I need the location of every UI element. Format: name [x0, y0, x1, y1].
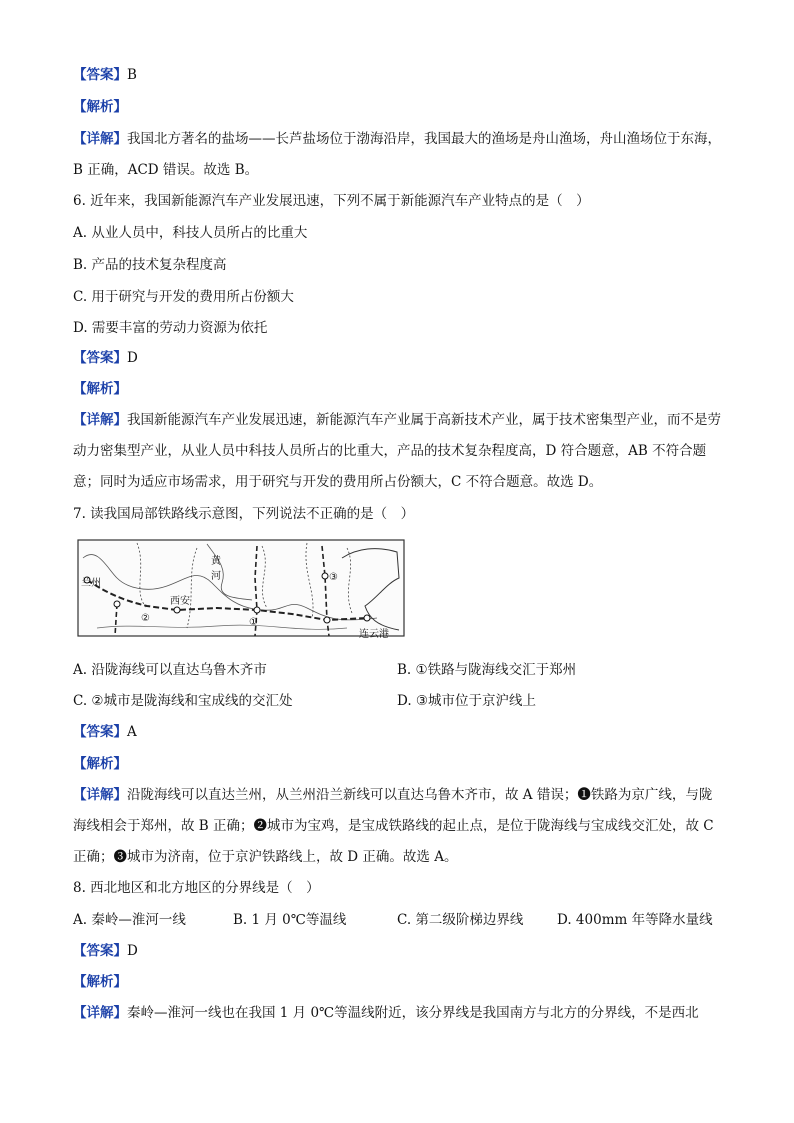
- station-1: [254, 607, 260, 613]
- q6-option-b: B. 产品的技术复杂程度高: [73, 257, 227, 273]
- q5-detail: [73, 124, 723, 186]
- station-xian: [174, 607, 180, 613]
- q8-option-d: D. 400mm 年等降水量线: [557, 912, 713, 928]
- map-frame: [78, 540, 404, 636]
- q8-option-b: B. 1 月 0℃等温线: [233, 912, 347, 928]
- detail-text: 沿陇海线可以直达兰州，从兰州沿兰新线可以直达乌鲁木齐市，故 A 错误；❶铁路为京广线，与陇海线相会于郑州，故 B 正确；❷城市为宝鸡，是宝成铁路线的起止点，是位于陇海线与宝成线交汇处，故 C 正确；❸城市为济南，位于京沪铁路线上，故 D 正确。故选 A。: [73, 787, 714, 865]
- railway-map: [77, 538, 407, 638]
- answer-tag: 【答案】: [73, 67, 127, 83]
- q7-answer: [73, 722, 137, 742]
- station-lianyungang: [364, 615, 370, 621]
- label-circle-2: ②: [141, 613, 150, 624]
- q6-answer: [73, 348, 138, 368]
- q6-analysis-heading: [73, 379, 127, 399]
- detail-tag: 【详解】: [73, 787, 127, 803]
- q7-analysis-heading: [73, 754, 127, 774]
- answer-value: D: [127, 943, 138, 959]
- analysis-tag: 【解析】: [73, 99, 127, 115]
- q7-detail: [73, 780, 723, 873]
- answer-value: D: [127, 350, 138, 366]
- label-huanghe-1: 黄: [211, 556, 221, 567]
- q7-option-d: D. ③城市位于京沪线上: [397, 693, 537, 709]
- q5-answer: [73, 65, 137, 85]
- detail-tag: 【详解】: [73, 412, 127, 428]
- detail-tag: 【详解】: [73, 1005, 127, 1021]
- analysis-tag: 【解析】: [73, 381, 127, 397]
- label-lianyungang: 连云港: [359, 629, 389, 638]
- q8-option-c: C. 第二级阶梯边界线: [397, 912, 524, 928]
- q8-analysis-heading: [73, 972, 127, 992]
- q7-option-a: A. 沿陇海线可以直达乌鲁木齐市: [73, 662, 267, 678]
- detail-text: 我国新能源汽车产业发展迅速，新能源汽车产业属于高新技术产业，属于技术密集型产业，而不是劳动力密集型产业，从业人员中科技人员所占的比重大，产品的技术复杂程度高，D 符合题意，AB 不符合题意；同时为适应市场需求，用于研究与开发的费用所占份额大，C 不符合题意。故选 D。: [73, 412, 721, 490]
- q8-option-a: A. 秦岭—淮河一线: [73, 912, 186, 928]
- label-xian: 西安: [170, 596, 190, 607]
- label-lanzhou: 兰州: [81, 578, 101, 589]
- q7-option-b: B. ①铁路与陇海线交汇于郑州: [397, 662, 577, 678]
- answer-tag: 【答案】: [73, 724, 127, 740]
- detail-tag: 【详解】: [73, 131, 127, 147]
- q7-stem: 7. 读我国局部铁路线示意图，下列说法不正确的是（ ）: [73, 506, 415, 522]
- q8-answer: [73, 941, 138, 961]
- station-junction: [324, 617, 330, 623]
- label-circle-1: ①: [249, 617, 258, 628]
- railway-map-svg: [77, 538, 407, 638]
- q6-option-c: C. 用于研究与开发的费用所占份额大: [73, 289, 294, 305]
- answer-value: A: [127, 724, 137, 740]
- q6-option-d: D. 需要丰富的劳动力资源为依托: [73, 320, 268, 336]
- label-circle-3: ③: [329, 572, 338, 583]
- analysis-tag: 【解析】: [73, 756, 127, 772]
- analysis-tag: 【解析】: [73, 974, 127, 990]
- q6-stem: 6. 近年来，我国新能源汽车产业发展迅速，下列不属于新能源汽车产业特点的是（ ）: [73, 193, 590, 209]
- q7-option-c: C. ②城市是陇海线和宝成线的交汇处: [73, 693, 293, 709]
- q6-detail: [73, 405, 723, 498]
- answer-value: B: [127, 67, 137, 83]
- q5-analysis-heading: [73, 97, 127, 117]
- q6-option-a: A. 从业人员中，科技人员所占的比重大: [73, 225, 308, 241]
- station-3: [322, 573, 328, 579]
- answer-tag: 【答案】: [73, 943, 127, 959]
- station-2: [114, 601, 120, 607]
- detail-text: 秦岭—淮河一线也在我国 1 月 0℃等温线附近，该分界线是我国南方与北方的分界线，不是西北: [127, 1005, 699, 1021]
- q8-detail: [73, 1003, 699, 1023]
- answer-tag: 【答案】: [73, 350, 127, 366]
- q8-stem: 8. 西北地区和北方地区的分界线是（ ）: [73, 880, 320, 896]
- label-huanghe-2: 河: [211, 571, 221, 582]
- detail-text: 我国北方著名的盐场——长芦盐场位于渤海沿岸，我国最大的渔场是舟山渔场，舟山渔场位于东海，B 正确，ACD 错误。故选 B。: [73, 131, 721, 178]
